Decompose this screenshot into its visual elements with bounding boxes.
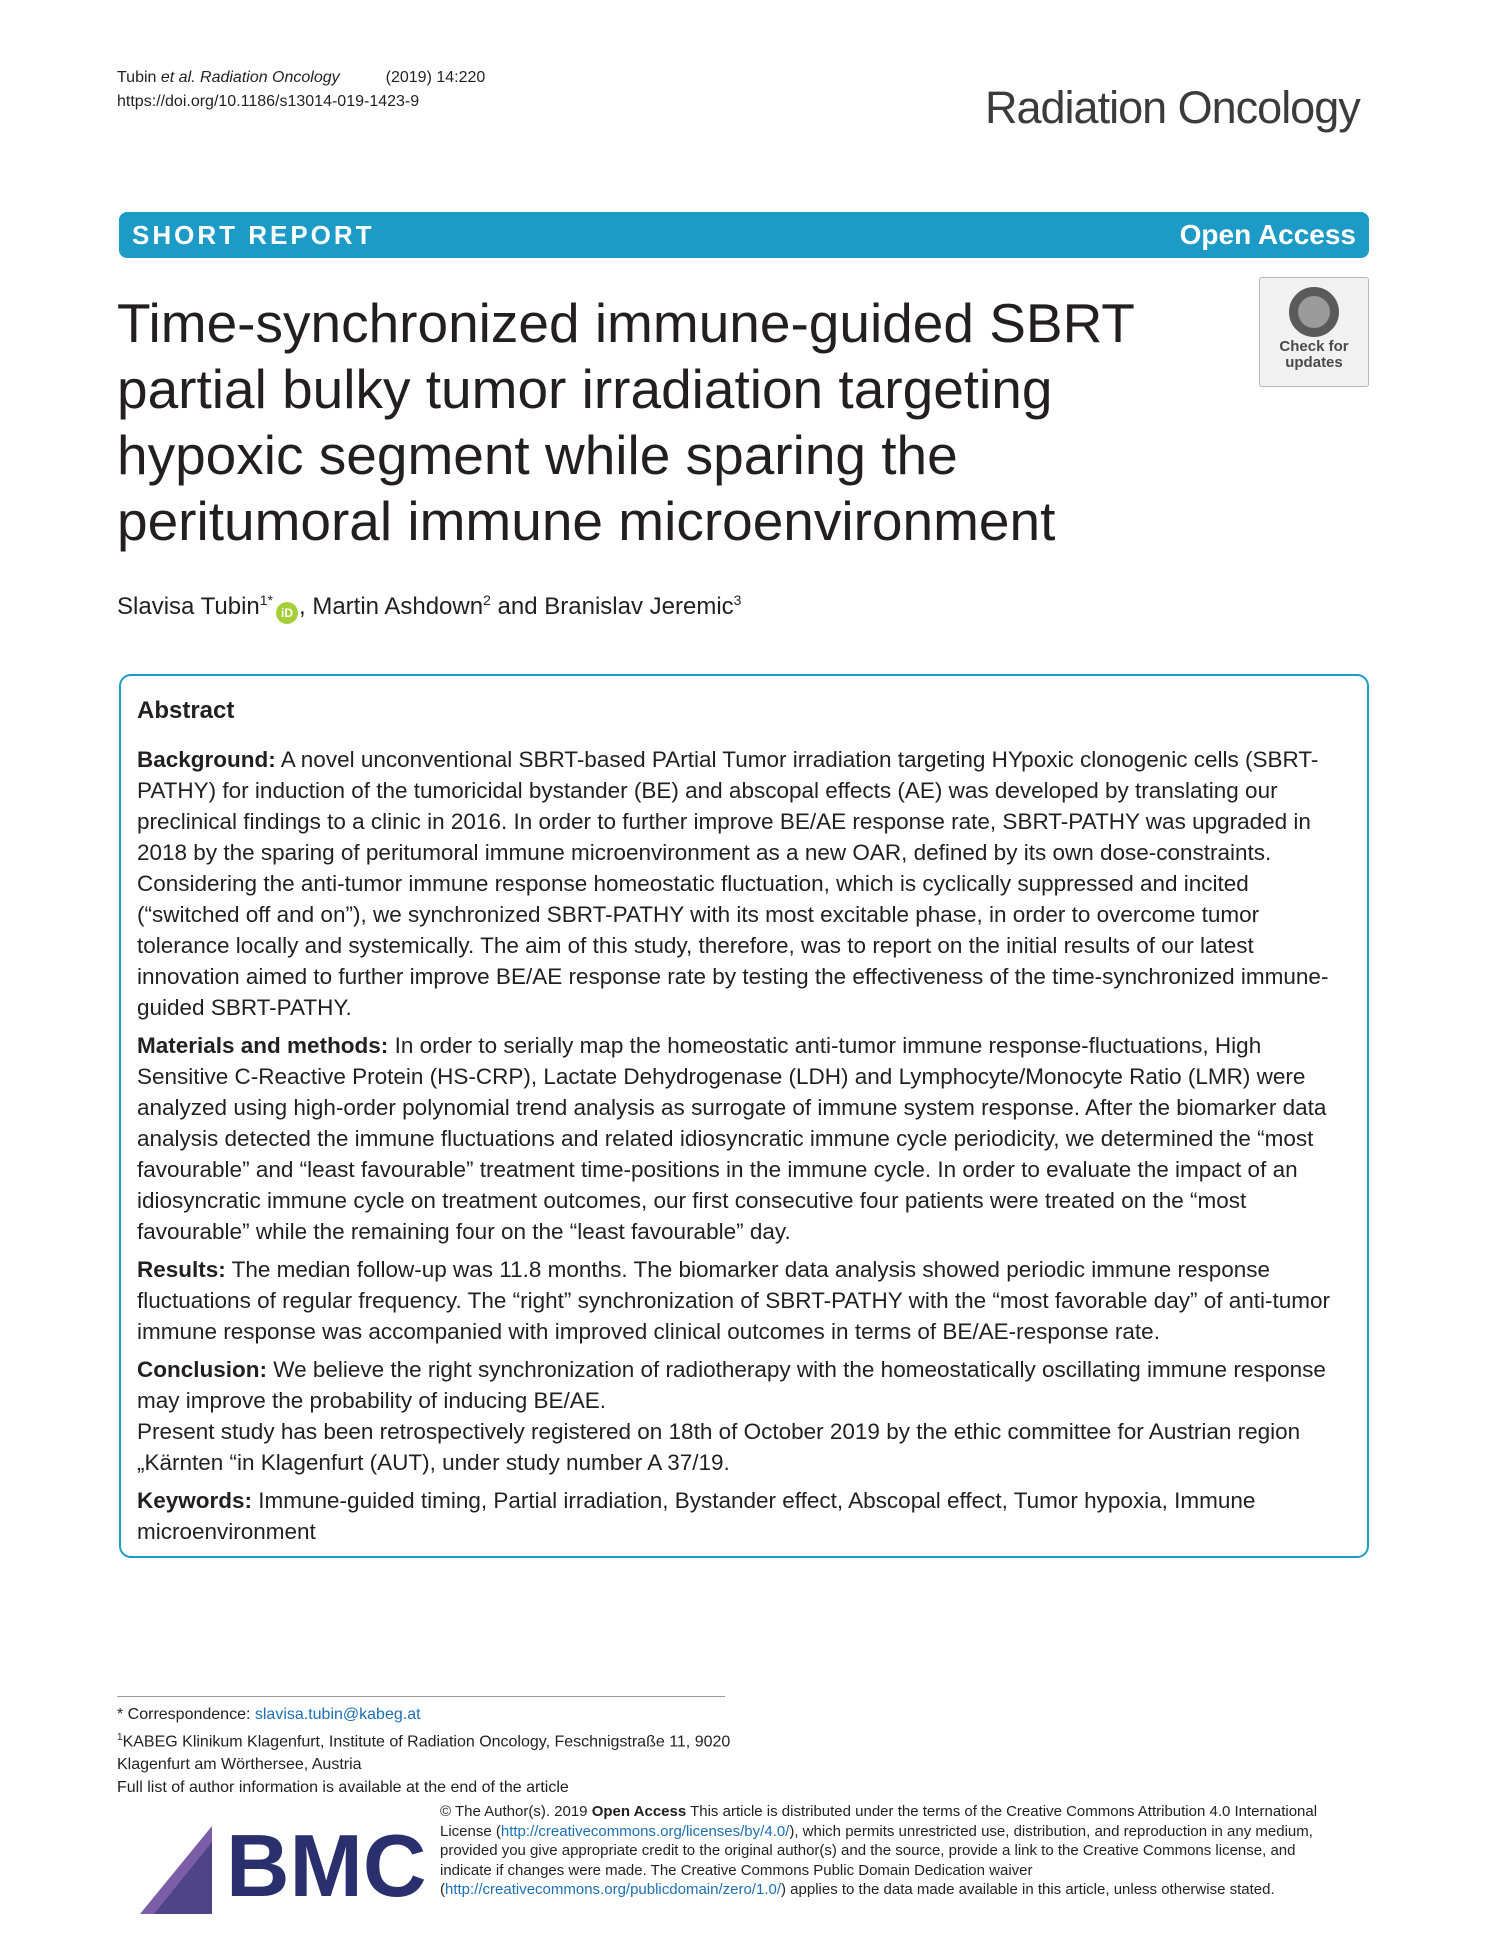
affiliation-text: KABEG Klinikum Klagenfurt, Institute of Radiation Oncology, Feschnigstraße 11, 9020 Klagenfurt am Wörthersee, Austria (117, 1733, 731, 1774)
license-text (440, 1802, 1330, 1900)
article-title: Time-synchronized immune-guided SBRT partial bulky tumor irradiation targeting hypoxic segment while sparing the peritumoral immune microenvironment (117, 292, 1134, 552)
abstract-conclusion (137, 1354, 1349, 1416)
author-name[interactable]: Branislav Jeremic (544, 593, 734, 620)
license-cc0-link[interactable]: http://creativecommons.org/publicdomain/zero/1.0/ (445, 1881, 781, 1898)
abstract-background (137, 744, 1349, 1023)
citation-journal: Radiation Oncology (195, 69, 340, 86)
abstract-methods (137, 1030, 1349, 1247)
citation-block (117, 66, 485, 114)
author-name[interactable]: Slavisa Tubin (117, 593, 260, 620)
keywords-label: Keywords: (137, 1488, 253, 1513)
conclusion-label: Conclusion: (137, 1357, 267, 1382)
results-text: The median follow-up was 11.8 months. The biomarker data analysis showed periodic immune response fluctuations of regular frequency. The “right” synchronization of SBRT-PATHY with the “most favorable day” of anti-tumor immune response was accompanied with improved clinical outcomes in terms of BE/AE-response rate. (137, 1257, 1331, 1344)
check-for-updates-button[interactable] (1259, 277, 1369, 387)
citation-year: (2019) 14:220 (385, 69, 486, 86)
author-affiliation-sup: 3 (733, 592, 742, 608)
check-for-updates-line2: updates (1285, 354, 1343, 371)
license-cc-by-link[interactable]: http://creativecommons.org/licenses/by/4.0/ (500, 1822, 790, 1840)
footnotes (117, 1703, 737, 1799)
license-copyright: © The Author(s). 2019 (440, 1803, 592, 1820)
affiliation-sup: 1 (117, 1732, 123, 1743)
open-access-label: Open Access (1179, 219, 1356, 250)
author-separator: , (298, 593, 313, 620)
methods-label: Materials and methods: (137, 1033, 389, 1058)
citation-author: Tubin (117, 69, 161, 86)
full-author-info-note: Full list of author information is available at the end of the article (117, 1779, 569, 1797)
abstract-keywords (137, 1485, 1349, 1547)
license-text-part: ) applies to the data made available in this article, unless otherwise stated. (781, 1881, 1275, 1898)
author-name[interactable]: Martin Ashdown (312, 593, 484, 620)
background-text: A novel unconventional SBRT-based PArtial Tumor irradiation targeting HYpoxic clonogenic cells (SBRT-PATHY) for induction of the tumoricidal bystander (BE) and abscopal effects (AE) was developed by translating our preclinical findings to a clinic in 2016. In order to further improve BE/AE response rate, SBRT-PATHY was upgraded in 2018 by the sparing of peritumoral immune microenvironment as a new OAR, defined by its own dose-constraints. Considering the anti-tumor immune response homeostatic fluctuation, which is cyclically suppressed and incited (“switched off and on”), we synchronized SBRT-PATHY with its most excitable phase, in order to overcome tumor tolerance locally and systemically. The aim of this study, therefore, was to report on the initial results of our latest innovation aimed to further improve BE/AE response rate by testing the effectiveness of the time-synchronized immune-guided SBRT-PATHY. (137, 747, 1329, 1020)
license-text-part: ), which permits unrestricted use, distribution, and reproduction in any medium, provided you give appropriate credit to the original author(s) and the source, provide a link to the Creative Commons license, and indicate if changes were made. The Creative Commons Public Domain Dedication waiver ( (440, 1822, 1313, 1898)
correspondence-email-link[interactable]: slavisa.tubin@kabeg.at (254, 1706, 421, 1723)
author-affiliation-sup: 2 (483, 592, 491, 608)
check-for-updates-line1: Check for (1279, 338, 1349, 355)
journal-name: Radiation Oncology (985, 82, 1360, 133)
abstract-registration: Present study has been retrospectively registered on 18th of October 2019 by the ethic committee for Austrian region „Kärnten “in Klagenfurt (AUT), under study number A 37/19. (137, 1419, 1301, 1475)
abstract-results (137, 1254, 1349, 1347)
abstract-box (119, 674, 1369, 1558)
author-affiliation-sup: 1* (259, 592, 273, 608)
conclusion-text: We believe the right synchronization of radiotherapy with the homeostatically oscillating immune response may improve the probability of inducing BE/AE. (137, 1357, 1326, 1413)
article-type-banner (119, 212, 1369, 258)
citation-line (117, 66, 485, 90)
results-label: Results: (137, 1257, 226, 1282)
methods-text: In order to serially map the homeostatic anti-tumor immune response-fluctuations, High Sensitive C-Reactive Protein (HS-CRP), Lactate Dehydrogenase (LDH) and Lymphocyte/Monocyte Ratio (LMR) were analyzed using high-order polynomial trend analysis as surrogate of immune system response. After the biomarker data analysis detected the immune fluctuations and related idiosyncratic immune cycle periodicity, we determined the “most favourable” and “least favourable” treatment time-positions in the immune cycle. In order to evaluate the impact of an idiosyncratic immune cycle on treatment outcomes, our first consecutive four patients were treated on the “most favourable” while the remaining four on the “least favourable” day. (137, 1033, 1327, 1244)
citation-etal: et al. (160, 69, 196, 86)
article-type-label: SHORT REPORT (132, 219, 375, 250)
footnote-divider (117, 1696, 725, 1697)
bmc-logo-text: BMC (226, 1816, 427, 1915)
author-separator: and (490, 593, 545, 620)
license-text-part: This article is distributed under the terms of the Creative Commons Attribution 4.0 International License ( (440, 1803, 1318, 1840)
keywords-text: Immune-guided timing, Partial irradiation, Bystander effect, Abscopal effect, Tumor hypoxia, Immune microenvironment (137, 1488, 1256, 1544)
correspondence-label: * Correspondence: (117, 1706, 255, 1723)
orcid-icon[interactable]: iD (276, 602, 298, 624)
license-open-access: Open Access (591, 1803, 687, 1820)
abstract-heading: Abstract (137, 697, 235, 724)
affiliation (117, 1726, 737, 1776)
crossmark-icon (1289, 287, 1339, 337)
author-list (117, 584, 741, 624)
bmc-logo (140, 1808, 427, 1915)
background-label: Background: (137, 747, 276, 772)
correspondence (117, 1703, 737, 1726)
doi-link[interactable]: https://doi.org/10.1186/s13014-019-1423-9 (117, 93, 420, 110)
